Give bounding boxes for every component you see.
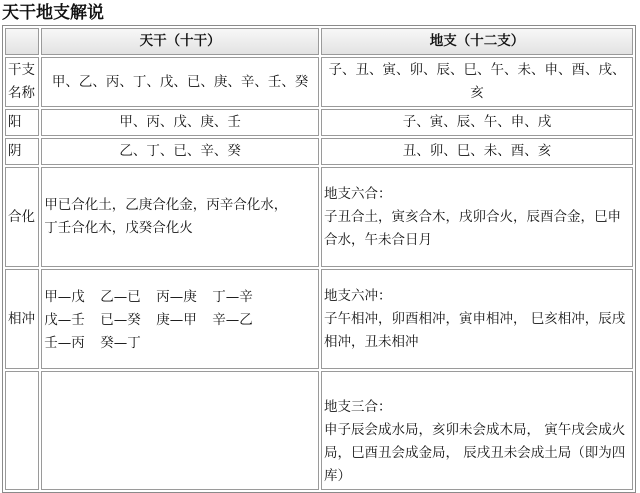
spacer <box>324 373 630 396</box>
row-label-yin: 阴 <box>5 138 39 165</box>
ganzhi-table <box>2 25 636 493</box>
tiangan-hehua <box>41 167 319 267</box>
tiangan-names: 甲、乙、丙、丁、戊、已、庚、辛、壬、癸 <box>41 57 319 107</box>
dizhi-yin: 丑、卯、巳、未、酉、亥 <box>321 138 633 165</box>
chong-pair: 壬—丙 <box>44 335 85 351</box>
dizhi-xiangchong <box>321 269 633 369</box>
tiangan-sanhe <box>41 371 319 490</box>
dizhi-hehua <box>321 167 633 267</box>
row-yin <box>5 138 633 165</box>
dizhi-chong-text: 子午相冲，卯酉相冲，寅申相冲， 巳亥相冲，辰戌相冲，丑未相冲 <box>323 310 626 350</box>
tiangan-xiangchong <box>41 269 319 369</box>
tiangan-chong-pairs <box>44 286 316 355</box>
tiangan-yin: 乙、丁、已、辛、癸 <box>41 138 319 165</box>
row-names <box>5 57 633 107</box>
chong-pair: 丙—庚 <box>156 289 197 305</box>
row-label-xiangchong: 相冲 <box>5 269 39 369</box>
tiangan-yang: 甲、丙、戊、庚、壬 <box>41 109 319 136</box>
tiangan-hehua-line1: 甲已合化土，乙庚合化金，丙辛合化水， <box>44 197 288 213</box>
tiangan-hehua-line2: 丁壬合化木，戊癸合化火 <box>44 220 193 236</box>
chong-pair: 戊—壬 <box>44 312 85 328</box>
dizhi-hehua-text: 子丑合土，寅亥合木，戌卯合火，辰酉合金，巳申合水，午未合日月 <box>323 208 621 248</box>
row-label-hehua: 合化 <box>5 167 39 267</box>
chong-pair: 已—癸 <box>100 312 141 328</box>
header-empty-cell <box>5 28 39 55</box>
chong-pair: 庚—甲 <box>156 312 197 328</box>
table-header-row <box>5 28 633 55</box>
row-xiangchong <box>5 269 633 369</box>
dizhi-sanhe-title: 地支三合： <box>323 399 392 415</box>
row-yang <box>5 109 633 136</box>
row-label-names: 干支名称 <box>5 57 39 107</box>
chong-pair: 丁—辛 <box>212 289 253 305</box>
dizhi-sanhe <box>321 371 633 490</box>
header-dizhi: 地支（十二支） <box>321 28 633 55</box>
dizhi-names: 子、丑、寅、卯、辰、巳、午、未、申、酉、戌、亥 <box>321 57 633 107</box>
chong-pair: 甲—戊 <box>44 289 85 305</box>
row-label-sanhe <box>5 371 39 490</box>
chong-pair: 乙—已 <box>100 289 141 305</box>
row-sanhe <box>5 371 633 490</box>
row-hehua <box>5 167 633 267</box>
chong-pair: 癸—丁 <box>100 335 141 351</box>
dizhi-hehua-title: 地支六合： <box>323 185 392 202</box>
dizhi-yang: 子、寅、辰、午、申、戌 <box>321 109 633 136</box>
row-label-yang: 阳 <box>5 109 39 136</box>
header-tiangan: 天干（十干） <box>41 28 319 55</box>
dizhi-chong-title: 地支六冲： <box>323 287 392 304</box>
dizhi-sanhe-text: 申子辰会成水局，亥卯未会成木局， 寅午戌会成火局，巳酉丑会成金局， 辰戌丑未会成土局（即为四库） <box>323 422 626 484</box>
page-title: 天干地支解说 <box>2 3 104 23</box>
chong-pair: 辛—乙 <box>212 312 253 328</box>
